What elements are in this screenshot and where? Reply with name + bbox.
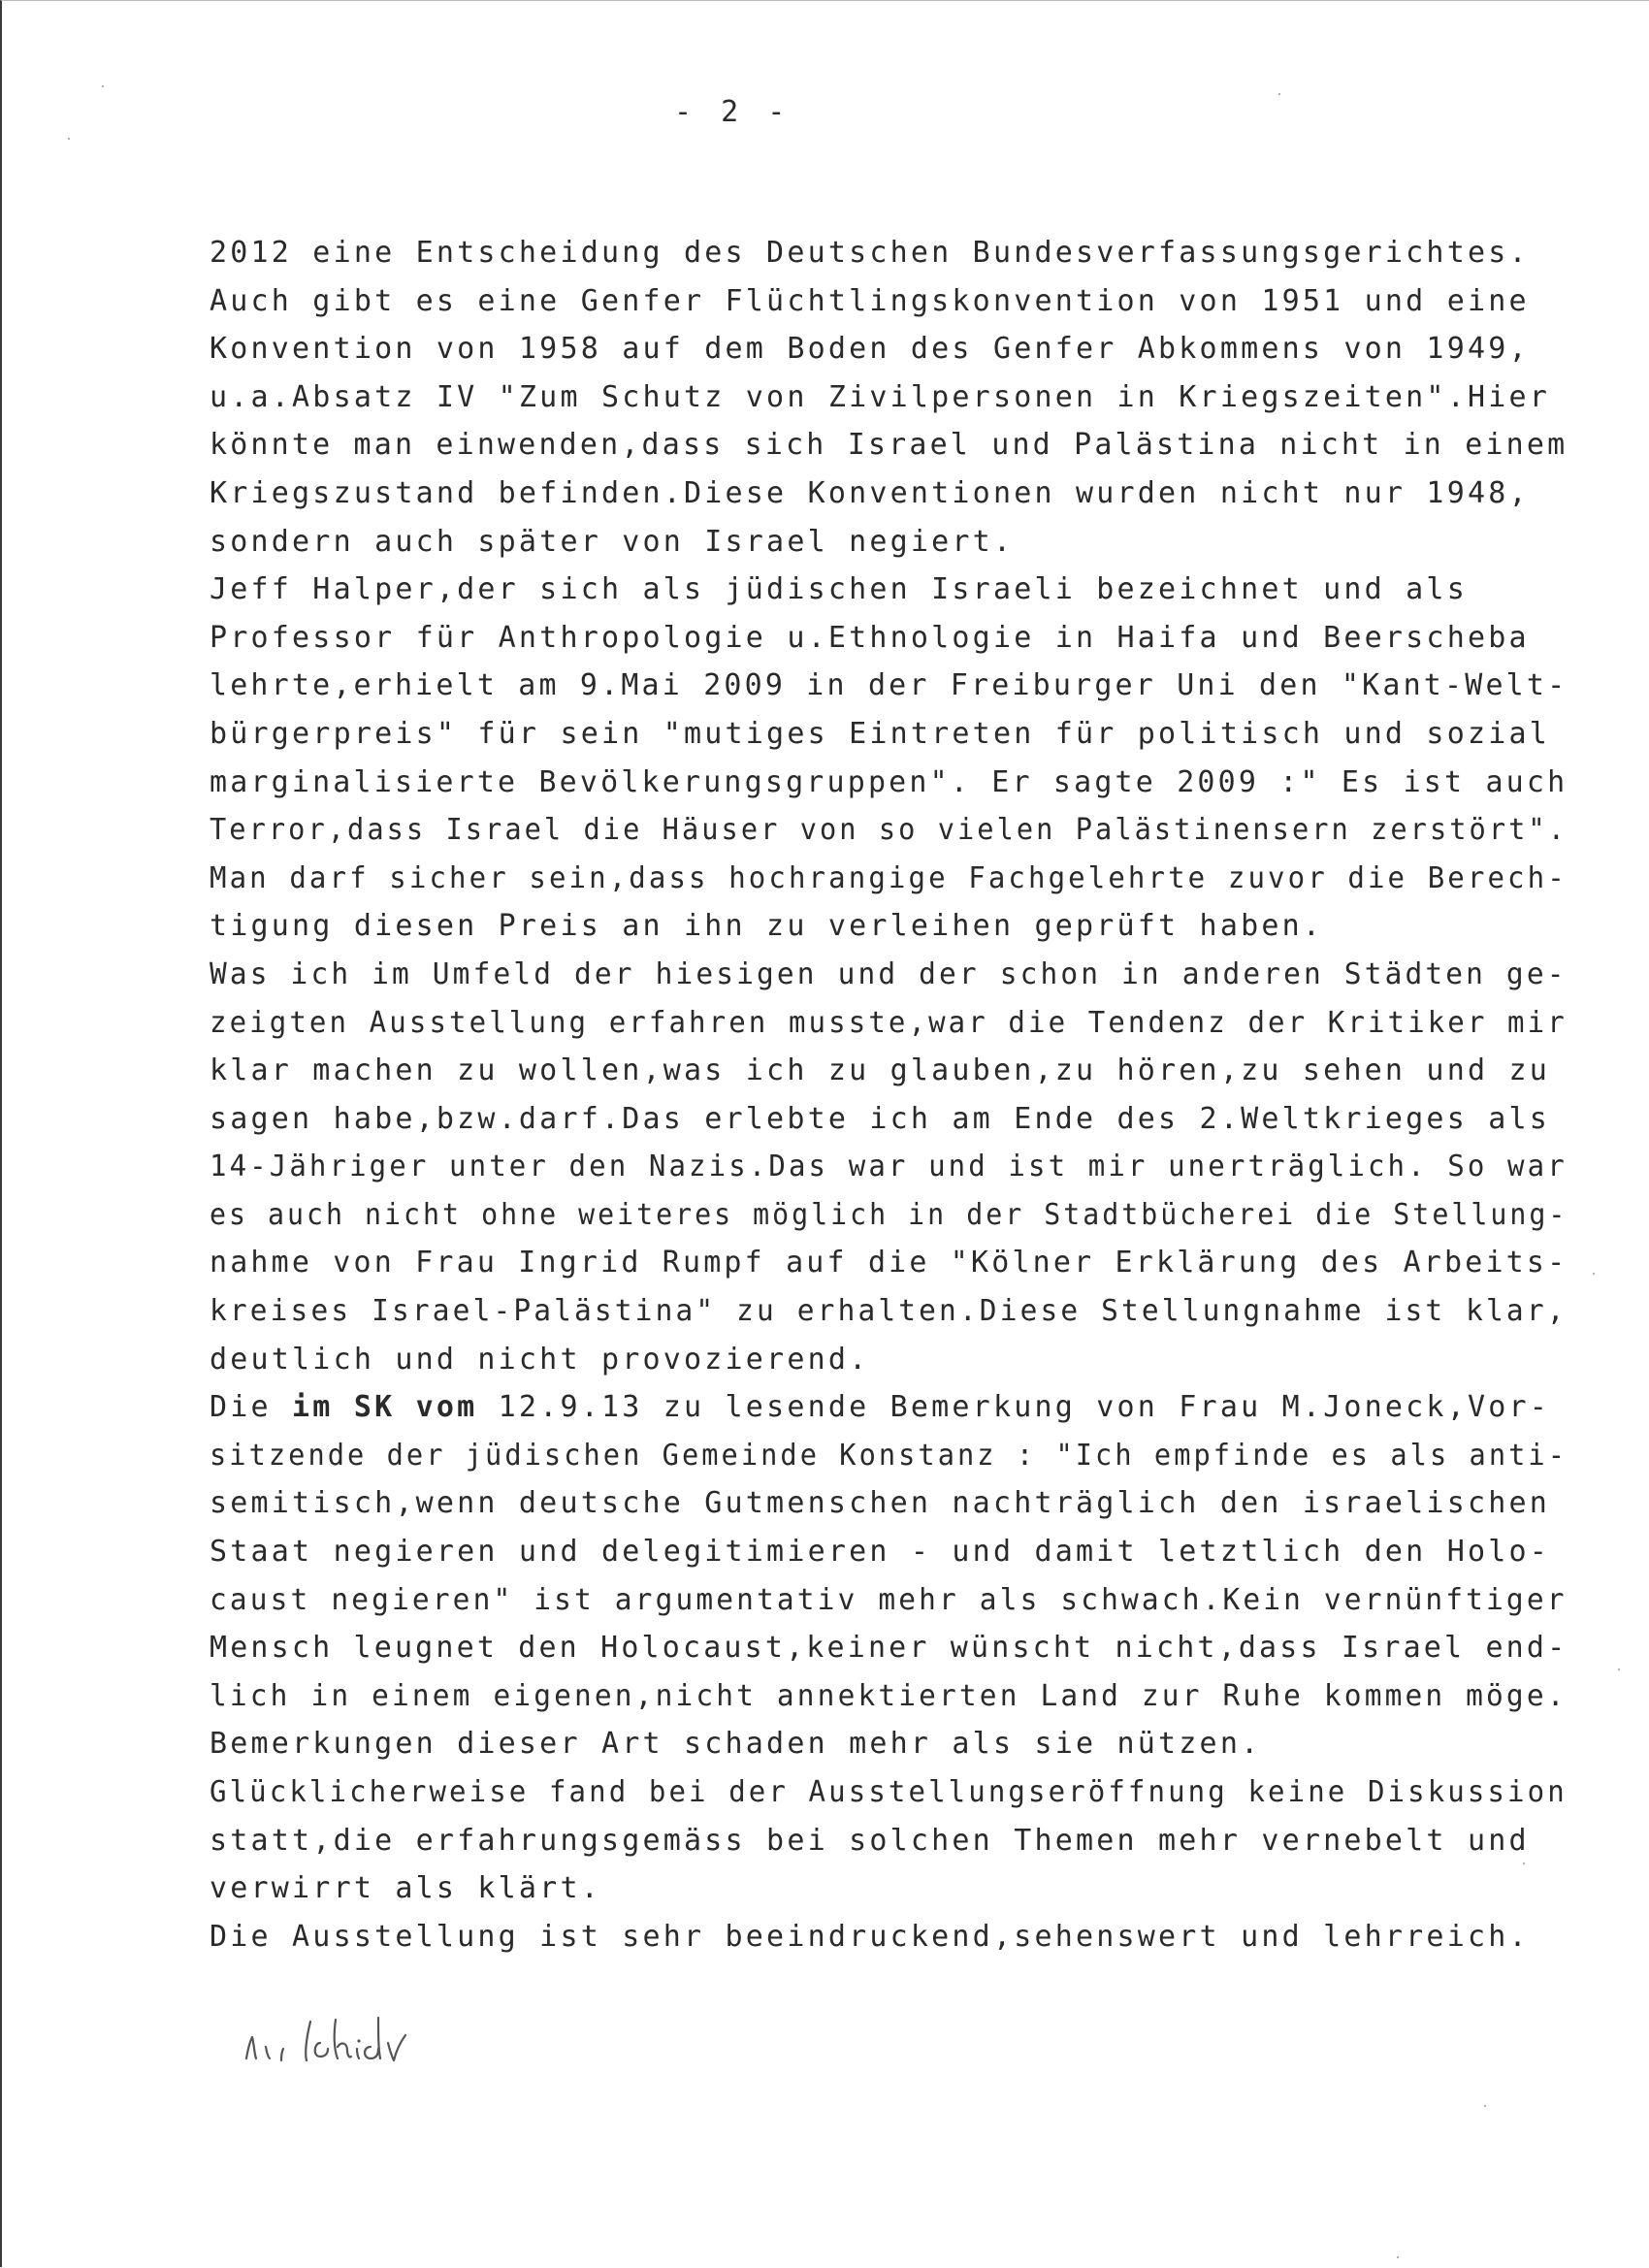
text-line: caust negieren" ist argumentativ mehr als schwach.Kein vernünftiger <box>210 1582 1568 1617</box>
text-line: kreises Israel-Palästina" zu erhalten.Diese Stellungnahme ist klar, <box>210 1294 1568 1329</box>
paper-speck <box>1523 1863 1525 1864</box>
paper-speck <box>1484 2105 1486 2107</box>
paper-speck <box>1278 93 1280 95</box>
text-line: Konvention von 1958 auf dem Boden des Genfer Abkommens von 1949, <box>210 332 1530 367</box>
text-line: Mensch leugnet den Holocaust,keiner wünscht nicht,dass Israel end- <box>210 1631 1568 1666</box>
text-line: Professor für Anthropologie u.Ethnologie in Haifa und Beerscheba <box>210 620 1530 655</box>
text-line: 2012 eine Entscheidung des Deutschen Bundesverfassungsgerichtes. <box>210 236 1530 270</box>
text-line: nahme von Frau Ingrid Rumpf auf die "Kölner Erklärung des Arbeits- <box>210 1246 1568 1280</box>
text-line: es auch nicht ohne weiteres möglich in der Stadtbücherei die Stellung- <box>210 1197 1568 1232</box>
text-line: verwirrt als klärt. <box>210 1871 601 1906</box>
text-line: Jeff Halper,der sich als jüdischen Israeli bezeichnet und als <box>210 572 1468 607</box>
text-line: statt,die erfahrungsgemäss bei solchen Themen mehr vernebelt und <box>210 1823 1530 1858</box>
text-line: u.a.Absatz IV "Zum Schutz von Zivilpersonen in Kriegszeiten".Hier <box>210 379 1550 414</box>
text-line: Man darf sicher sein,dass hochrangige Fachgelehrte zuvor die Berech- <box>210 860 1568 895</box>
paper-speck <box>1618 1669 1620 1670</box>
text-line: lehrte,erhielt am 9.Mai 2009 in der Freiburger Uni den "Kant-Welt- <box>210 668 1568 703</box>
text-line: Auch gibt es eine Genfer Flüchtlingskonvention von 1951 und eine <box>210 283 1530 318</box>
text-line: klar machen zu wollen,was ich zu glauben,zu hören,zu sehen und zu <box>210 1053 1550 1088</box>
text-line: tigung diesen Preis an ihn zu verleihen geprüft haben. <box>210 909 1324 944</box>
marked-line <box>210 1383 1568 1432</box>
marked-line-before: Die <box>210 1390 293 1425</box>
text-line: sitzende der jüdischen Gemeinde Konstanz : "Ich empfinde es als anti- <box>210 1438 1568 1473</box>
signature-text: M. Schieder <box>242 1998 249 1999</box>
text-line: semitisch,wenn deutsche Gutmenschen nachträglich den israelischen <box>210 1486 1550 1521</box>
text-line: 14-Jähriger unter den Nazis.Das war und ist mir unerträglich. So war <box>210 1150 1568 1184</box>
text-line: zeigten Ausstellung erfahren musste,war die Tendenz der Kritiker mir <box>210 1005 1568 1040</box>
text-line: Glücklicherweise fand bei der Ausstellungseröffnung keine Diskussion <box>210 1775 1568 1809</box>
paper-speck <box>102 85 104 87</box>
text-line: könnte man einwenden,dass sich Israel und Palästina nicht in einem <box>210 428 1568 463</box>
text-line: lich in einem eigenen,nicht annektierten Land zur Ruhe kommen möge. <box>210 1678 1568 1713</box>
text-line: bürgerpreis" für sein "mutiges Eintreten für politisch und sozial <box>210 716 1550 751</box>
marked-line-after: 12.9.13 zu lesende Bemerkung von Frau M.Joneck,Vor- <box>477 1390 1551 1425</box>
paper-speck <box>1397 2256 1399 2258</box>
text-line: sagen habe,bzw.darf.Das erlebte ich am Ende des 2.Weltkrieges als <box>210 1101 1550 1136</box>
text-line: Die Ausstellung ist sehr beeindruckend,sehenswert und lehrreich. <box>210 1919 1530 1954</box>
text-line: Was ich im Umfeld der hiesigen und der schon in anderen Städten ge- <box>210 956 1568 991</box>
text-line: sondern auch später von Israel negiert. <box>210 524 1015 559</box>
marked-insert: im SK vom <box>292 1390 478 1425</box>
handwritten-signature <box>242 1998 534 2076</box>
text-line: deutlich und nicht provozierend. <box>210 1342 870 1377</box>
text-line: Staat negieren und delegitimieren - und damit letztlich den Holo- <box>210 1535 1550 1570</box>
text-line: marginalisierte Bevölkerungsgruppen". Er sagte 2009 :" Es ist auch <box>210 764 1568 799</box>
paper-speck <box>1593 1273 1595 1275</box>
text-line: Bemerkungen dieser Art schaden mehr als sie nützen. <box>210 1727 1262 1762</box>
letter-body <box>210 229 1568 1960</box>
page-number: - 2 - <box>674 95 792 129</box>
paper-speck <box>68 138 70 140</box>
text-line: Terror,dass Israel die Häuser von so vielen Palästinensern zerstört". <box>210 813 1568 848</box>
text-line: Kriegszustand befinden.Diese Konventionen wurden nicht nur 1948, <box>210 475 1530 510</box>
